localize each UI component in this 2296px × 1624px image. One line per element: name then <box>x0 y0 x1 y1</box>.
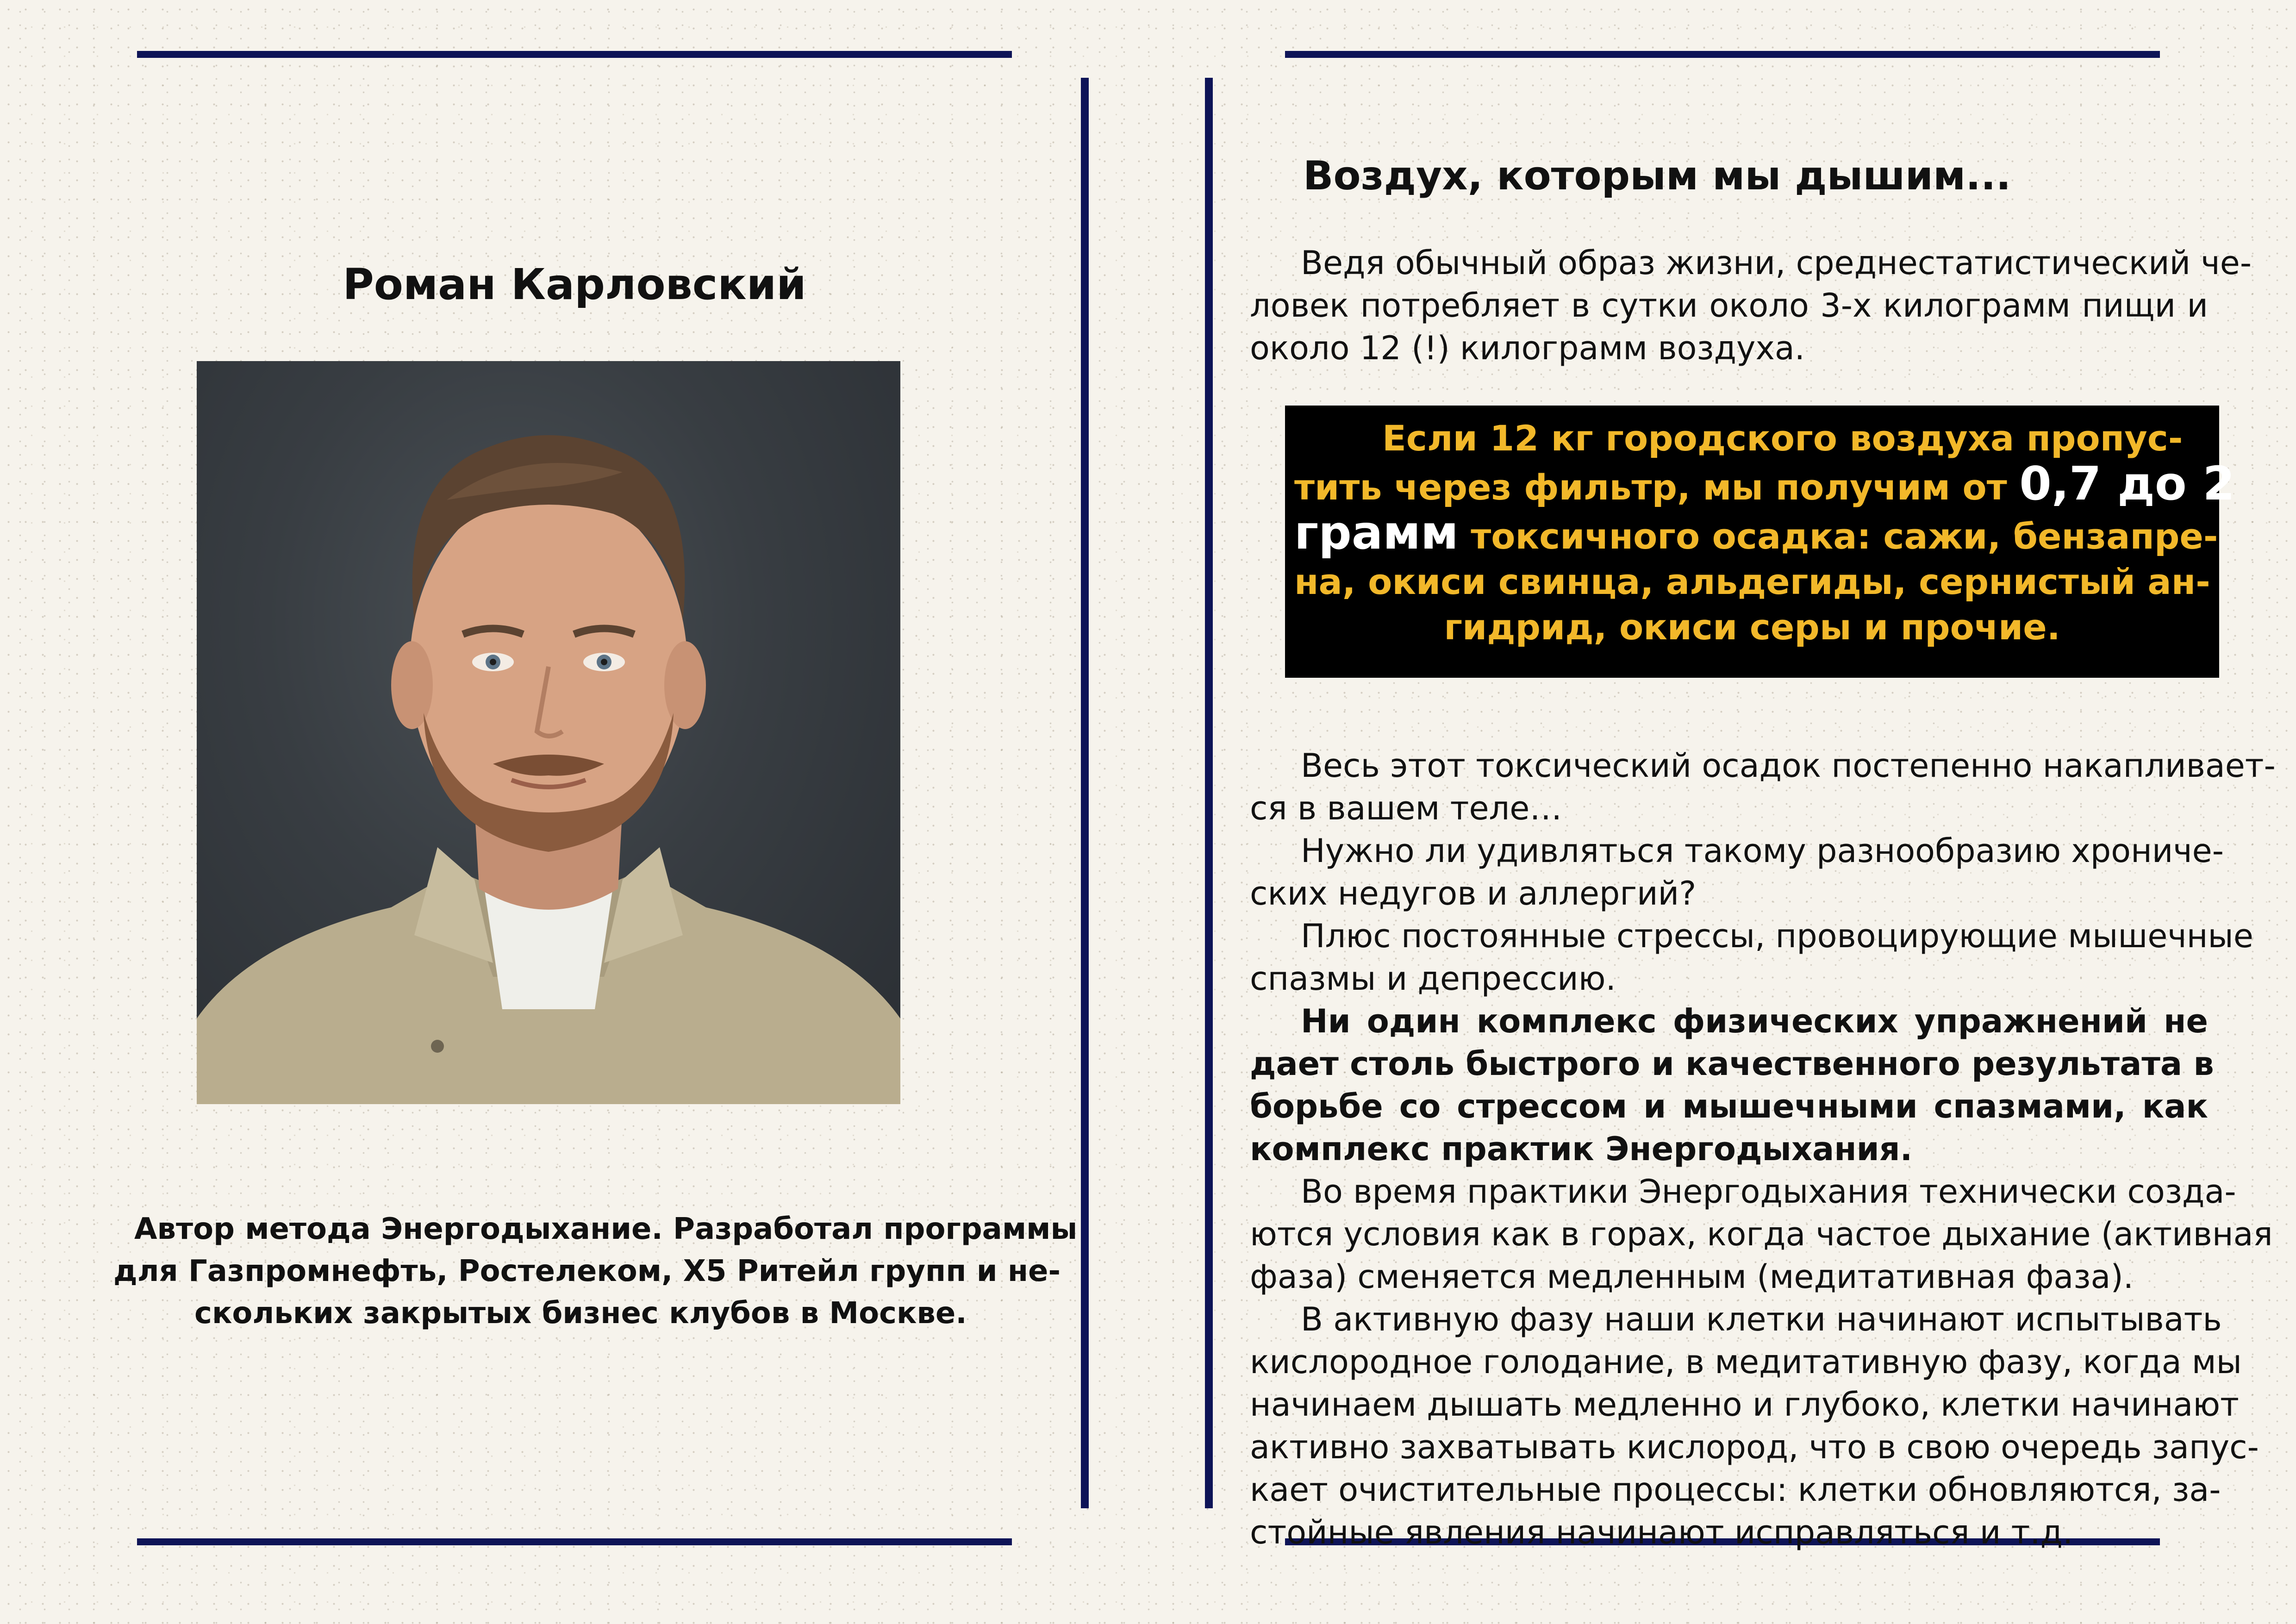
highlight-line: на, окиси свинца, альдегиды, сернистый ан- <box>1294 561 2210 602</box>
intro-paragraph <box>1250 242 2252 369</box>
bottom-left-rule <box>137 1538 1012 1545</box>
text-line: стойные явления начинают исправляться и т.д. <box>1250 1513 2073 1551</box>
text-line: ся в вашем теле… <box>1250 789 1562 827</box>
section-title: Воздух, которым мы дышим... <box>1303 153 2011 199</box>
highlight-amount: 0,7 до 2 <box>2019 456 2235 511</box>
text-line: кислородное голодание, в медитативную фазу, когда мы <box>1250 1343 2242 1381</box>
top-right-rule <box>1285 51 2160 58</box>
top-left-rule <box>137 51 1012 58</box>
text-line-bold: борьбе со стрессом и мышечными спазмами, как <box>1250 1087 2208 1125</box>
portrait-illustration <box>197 361 900 1104</box>
highlight-text: тить через фильтр, мы получим от <box>1294 467 2020 508</box>
text-line: Ведя обычный образ жизни, среднестатистический че- <box>1301 244 2252 282</box>
text-line: ских недугов и аллергий? <box>1250 874 1697 912</box>
highlight-line: гидрид, окиси серы и прочие. <box>1444 606 2060 648</box>
text-line: Нужно ли удивляться такому разнообразию хрониче- <box>1301 832 2224 870</box>
text-line: В активную фазу наши клетки начинают испытывать <box>1301 1300 2222 1338</box>
spine-rule-left <box>1081 78 1089 1508</box>
text-line: кает очистительные процессы: клетки обновляются, за- <box>1250 1471 2221 1509</box>
highlight-line <box>1294 456 2235 511</box>
bio-line: Автор метода Энергодыхание. Разработал программы <box>134 1212 1078 1246</box>
text-line: спазмы и депрессию. <box>1250 960 1616 998</box>
bio-line: для Газпромнефть, Ростелеком, Х5 Ритейл групп и не- <box>113 1254 1061 1288</box>
text-line: Плюс постоянные стрессы, провоцирующие мышечные <box>1301 917 2253 955</box>
text-line: ются условия как в горах, когда частое дыхание (активная <box>1250 1215 2273 1253</box>
author-photo <box>197 361 900 1104</box>
text-line: Весь этот токсический осадок постепенно накапливает- <box>1301 747 2276 785</box>
text-line: ловек потребляет в сутки около 3-х килограмм пищи и <box>1250 287 2208 325</box>
spine-rule-right <box>1205 78 1213 1508</box>
highlight-text: токсичного осадка: сажи, бензапре- <box>1458 516 2218 557</box>
text-line: начинаем дышать медленно и глубоко, клетки начинают <box>1250 1386 2239 1424</box>
text-line-bold: Ни один комплекс физических упражнений не <box>1301 1002 2208 1040</box>
text-line: около 12 (!) килограмм воздуха. <box>1250 329 1805 367</box>
highlight-box <box>1285 406 2235 678</box>
highlight-line: Если 12 кг городского воздуха пропус- <box>1382 418 2183 459</box>
text-line: Во время практики Энергодыхания технически созда- <box>1301 1173 2236 1211</box>
text-line-bold: дает столь быстрого и качественного результата в <box>1250 1045 2214 1083</box>
text-line-bold: комплекс практик Энергодыхания. <box>1250 1130 1913 1168</box>
highlight-unit: грамм <box>1294 506 1459 560</box>
highlight-line <box>1294 506 2218 560</box>
body-text <box>1250 744 2276 1554</box>
text-line: фаза) сменяется медленным (медитативная фаза). <box>1250 1258 2134 1296</box>
author-bio <box>113 1208 1078 1335</box>
text-line: активно захватывать кислород, что в свою очередь запус- <box>1250 1428 2259 1466</box>
bio-line: скольких закрытых бизнес клубов в Москве. <box>194 1296 967 1330</box>
author-name: Роман Карловский <box>343 260 806 309</box>
